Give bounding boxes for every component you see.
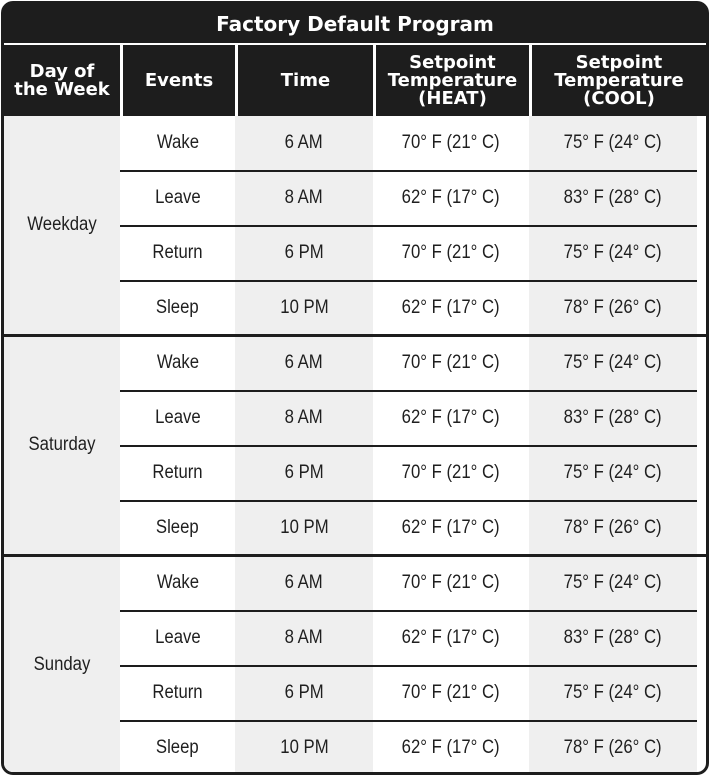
cool-setpoint-cell-text: 75° F (24° C) — [564, 462, 662, 483]
time-cell-text: 8 AM — [284, 407, 324, 428]
heat-setpoint-cell-text: 62° F (17° C) — [402, 627, 500, 648]
cool-setpoint-cell — [529, 501, 697, 555]
header-events: Events — [144, 69, 214, 91]
event-cell — [120, 281, 235, 335]
time-cell — [235, 116, 373, 170]
cool-setpoint-cell-text: 75° F (24° C) — [564, 242, 662, 263]
heat-setpoint-cell — [373, 171, 529, 225]
time-cell-text: 10 PM — [279, 297, 329, 318]
event-cell-text: Return — [152, 462, 203, 483]
heat-setpoint-cell-text: 70° F (21° C) — [402, 132, 500, 153]
time-cell — [235, 336, 373, 390]
heat-setpoint-cell — [373, 611, 529, 665]
event-cell-text: Leave — [154, 407, 201, 428]
heat-setpoint-cell — [373, 336, 529, 390]
cool-setpoint-cell — [529, 721, 697, 775]
table-title: Factory Default Program — [216, 12, 494, 36]
cool-setpoint-cell-text: 83° F (28° C) — [564, 627, 662, 648]
day-label: Sunday — [33, 654, 91, 675]
cool-setpoint-cell-text: 83° F (28° C) — [564, 407, 662, 428]
cool-setpoint-cell — [529, 391, 697, 445]
event-cell — [120, 116, 235, 170]
time-cell — [235, 611, 373, 665]
event-cell-text: Sleep — [156, 297, 199, 318]
time-cell — [235, 446, 373, 500]
time-cell — [235, 556, 373, 610]
header-day-of-week: Day of the Week — [14, 60, 110, 100]
event-cell-text: Wake — [156, 352, 199, 373]
event-cell — [120, 611, 235, 665]
heat-setpoint-cell — [373, 721, 529, 775]
event-cell — [120, 501, 235, 555]
cool-setpoint-cell — [529, 226, 697, 280]
header-setpoint-cool: Setpoint Temperature (COOL) — [554, 51, 684, 109]
day-label: Weekday — [27, 214, 97, 235]
event-cell-text: Wake — [156, 132, 199, 153]
heat-setpoint-cell — [373, 391, 529, 445]
header-time: Time — [280, 69, 331, 91]
cool-setpoint-cell — [529, 666, 697, 720]
event-cell — [120, 446, 235, 500]
event-cell-text: Sleep — [156, 737, 199, 758]
cool-setpoint-cell — [529, 336, 697, 390]
heat-setpoint-cell-text: 70° F (21° C) — [402, 242, 500, 263]
event-cell — [120, 391, 235, 445]
heat-setpoint-cell-text: 62° F (17° C) — [402, 517, 500, 538]
cool-setpoint-cell — [529, 171, 697, 225]
table-body — [4, 116, 706, 772]
cool-setpoint-cell — [529, 116, 697, 170]
event-cell-text: Return — [152, 682, 203, 703]
heat-setpoint-cell-text: 70° F (21° C) — [402, 352, 500, 373]
event-cell — [120, 171, 235, 225]
time-cell-text: 6 PM — [284, 462, 324, 483]
time-cell-text: 6 AM — [284, 132, 324, 153]
heat-setpoint-cell-text: 70° F (21° C) — [402, 462, 500, 483]
event-cell — [120, 721, 235, 775]
cool-setpoint-cell — [529, 556, 697, 610]
heat-setpoint-cell — [373, 446, 529, 500]
time-cell — [235, 721, 373, 775]
cool-setpoint-cell-text: 75° F (24° C) — [564, 132, 662, 153]
time-cell — [235, 391, 373, 445]
heat-setpoint-cell — [373, 666, 529, 720]
heat-setpoint-cell-text: 62° F (17° C) — [402, 407, 500, 428]
program-table — [1, 1, 709, 775]
cool-setpoint-cell-text: 75° F (24° C) — [564, 352, 662, 373]
time-cell-text: 6 PM — [284, 242, 324, 263]
heat-setpoint-cell — [373, 501, 529, 555]
time-cell — [235, 501, 373, 555]
heat-setpoint-cell — [373, 281, 529, 335]
heat-setpoint-cell — [373, 556, 529, 610]
time-cell-text: 10 PM — [279, 737, 329, 758]
header-setpoint-heat: Setpoint Temperature (HEAT) — [387, 51, 518, 109]
event-cell — [120, 556, 235, 610]
time-cell-text: 6 PM — [284, 682, 324, 703]
time-cell — [235, 171, 373, 225]
cool-setpoint-cell-text: 83° F (28° C) — [564, 187, 662, 208]
time-cell — [235, 281, 373, 335]
heat-setpoint-cell-text: 70° F (21° C) — [402, 682, 500, 703]
heat-setpoint-cell — [373, 226, 529, 280]
event-cell — [120, 336, 235, 390]
time-cell-text: 10 PM — [279, 517, 329, 538]
event-cell-text: Leave — [154, 187, 201, 208]
cool-setpoint-cell-text: 78° F (26° C) — [564, 517, 662, 538]
cool-setpoint-cell — [529, 281, 697, 335]
event-cell — [120, 666, 235, 720]
day-label: Saturday — [28, 434, 96, 455]
time-cell-text: 6 AM — [284, 352, 324, 373]
cool-setpoint-cell-text: 75° F (24° C) — [564, 572, 662, 593]
time-cell-text: 6 AM — [284, 572, 324, 593]
event-cell-text: Return — [152, 242, 203, 263]
cool-setpoint-cell-text: 78° F (26° C) — [564, 297, 662, 318]
cool-setpoint-cell — [529, 611, 697, 665]
time-cell-text: 8 AM — [284, 187, 324, 208]
heat-setpoint-cell-text: 62° F (17° C) — [402, 737, 500, 758]
cool-setpoint-cell-text: 78° F (26° C) — [564, 737, 662, 758]
cool-setpoint-cell-text: 75° F (24° C) — [564, 682, 662, 703]
heat-setpoint-cell-text: 62° F (17° C) — [402, 297, 500, 318]
event-cell — [120, 226, 235, 280]
event-cell-text: Wake — [156, 572, 199, 593]
time-cell — [235, 666, 373, 720]
heat-setpoint-cell-text: 70° F (21° C) — [402, 572, 500, 593]
event-cell-text: Leave — [154, 627, 201, 648]
heat-setpoint-cell-text: 62° F (17° C) — [402, 187, 500, 208]
time-cell — [235, 226, 373, 280]
event-cell-text: Sleep — [156, 517, 199, 538]
heat-setpoint-cell — [373, 116, 529, 170]
cool-setpoint-cell — [529, 446, 697, 500]
time-cell-text: 8 AM — [284, 627, 324, 648]
